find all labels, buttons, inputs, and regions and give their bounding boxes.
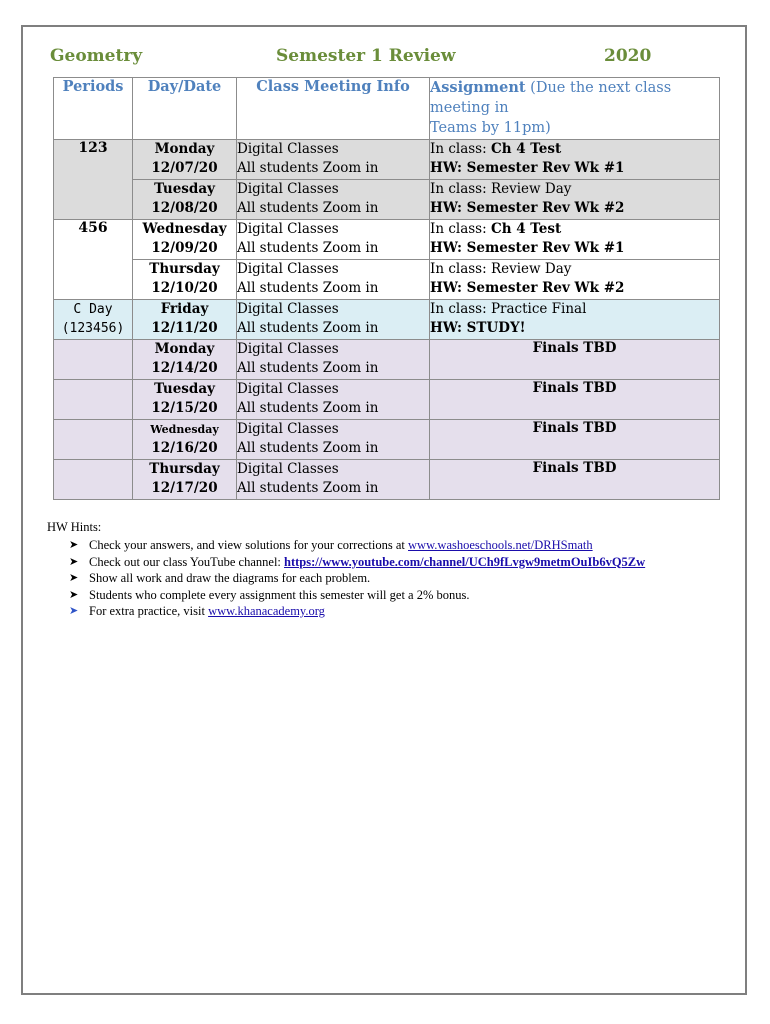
- hint-text: Show all work and draw the diagrams for each problem.: [89, 571, 371, 585]
- hint-text: Students who complete every assignment this semester will get a 2% bonus.: [89, 587, 470, 602]
- assignment-cell: [430, 260, 720, 300]
- date-value: 12/07/20: [151, 160, 218, 176]
- schedule-table: [53, 77, 720, 500]
- date-value: 12/17/20: [151, 480, 218, 496]
- day-date-cell: [133, 180, 237, 220]
- class-info-cell: [237, 460, 430, 500]
- assignment-inclass: In class:: [430, 141, 491, 157]
- assignment-inclass: In class: Practice Final: [430, 301, 587, 317]
- arrow-bullet-icon: ➤: [69, 605, 79, 617]
- table-row: [54, 220, 720, 260]
- assignment-inclass: In class: Review Day: [430, 181, 572, 197]
- finals-cell: Finals TBD: [430, 340, 720, 380]
- day-date-cell: [133, 140, 237, 180]
- assignment-cell: [430, 220, 720, 260]
- document-title: Semester 1 Review: [276, 46, 456, 66]
- assignment-cell: [430, 180, 720, 220]
- daydate-header: Day/Date: [133, 78, 237, 140]
- class-info-cell: [237, 380, 430, 420]
- day-date-cell: [133, 380, 237, 420]
- periods-header: Periods: [54, 78, 133, 140]
- day-name: Wednesday: [142, 221, 227, 237]
- day-date-cell: [133, 300, 237, 340]
- table-row: [54, 140, 720, 180]
- day-name: Wednesday: [150, 423, 219, 436]
- hint-item: [47, 603, 645, 620]
- youtube-channel-link[interactable]: https://www.youtube.com/channel/UCh9fLvgw9metmOuIb6vQ5Zw: [284, 554, 646, 569]
- info-line2: All students Zoom in: [237, 280, 379, 296]
- assignment-header: [430, 78, 720, 140]
- table-row: [54, 180, 720, 220]
- assignment-hw: HW: Semester Rev Wk #2: [430, 200, 625, 216]
- date-value: 12/15/20: [151, 400, 218, 416]
- arrow-bullet-icon: ➤: [69, 588, 79, 601]
- day-date-cell: [133, 420, 237, 460]
- empty-period-cell: [54, 340, 133, 380]
- info-line2: All students Zoom in: [237, 320, 379, 336]
- table-row: [54, 380, 720, 420]
- cday-periods: (123456): [61, 321, 125, 336]
- table-row: [54, 340, 720, 380]
- day-name: Thursday: [149, 261, 220, 277]
- assignment-header-line2: Teams by 11pm): [430, 120, 551, 136]
- table-row: [54, 460, 720, 500]
- class-info-header: Class Meeting Info: [237, 78, 430, 140]
- assignment-header-bold: Assignment: [430, 79, 526, 96]
- assignment-inclass-bold: Ch 4 Test: [490, 221, 562, 237]
- finals-cell: Finals TBD: [430, 460, 720, 500]
- empty-period-cell: [54, 420, 133, 460]
- assignment-cell: [430, 140, 720, 180]
- info-line2: All students Zoom in: [237, 400, 379, 416]
- class-info-cell: [237, 180, 430, 220]
- info-line2: All students Zoom in: [237, 480, 379, 496]
- empty-period-cell: [54, 380, 133, 420]
- finals-cell: Finals TBD: [430, 420, 720, 460]
- day-name: Monday: [154, 141, 215, 157]
- info-line2: All students Zoom in: [237, 360, 379, 376]
- info-line2: All students Zoom in: [237, 440, 379, 456]
- class-info-cell: [237, 300, 430, 340]
- period-group-123: 123: [54, 140, 133, 220]
- assignment-hw: HW: Semester Rev Wk #2: [430, 280, 625, 296]
- day-name: Thursday: [149, 461, 220, 477]
- day-date-cell: [133, 260, 237, 300]
- assignment-cell: [430, 300, 720, 340]
- hints-title: HW Hints:: [47, 520, 102, 534]
- info-line1: Digital Classes: [237, 461, 339, 477]
- date-value: 12/14/20: [151, 360, 218, 376]
- class-info-cell: [237, 340, 430, 380]
- info-line1: Digital Classes: [237, 261, 339, 277]
- day-name: Monday: [154, 341, 215, 357]
- date-value: 12/09/20: [151, 240, 218, 256]
- info-line2: All students Zoom in: [237, 240, 379, 256]
- class-info-cell: [237, 140, 430, 180]
- assignment-hw: HW: Semester Rev Wk #1: [430, 240, 625, 256]
- hint-item: [47, 554, 645, 571]
- empty-period-cell: [54, 460, 133, 500]
- assignment-inclass: In class: Review Day: [430, 261, 572, 277]
- day-name: Friday: [160, 301, 209, 317]
- info-line2: All students Zoom in: [237, 200, 379, 216]
- table-row: [54, 420, 720, 460]
- day-date-cell: [133, 220, 237, 260]
- info-line1: Digital Classes: [237, 381, 339, 397]
- table-row: [54, 260, 720, 300]
- date-value: 12/10/20: [151, 280, 218, 296]
- course-title: Geometry: [50, 46, 143, 66]
- year-label: 2020: [604, 46, 652, 66]
- info-line1: Digital Classes: [237, 301, 339, 317]
- khan-academy-link[interactable]: www.khanacademy.org: [208, 604, 325, 618]
- arrow-bullet-icon: ➤: [69, 539, 79, 551]
- day-name: Tuesday: [154, 181, 215, 197]
- class-info-cell: [237, 260, 430, 300]
- class-info-cell: [237, 420, 430, 460]
- table-header-row: [54, 78, 720, 140]
- hint-text: For extra practice, visit: [89, 604, 209, 618]
- assignment-hw: HW: Semester Rev Wk #1: [430, 160, 625, 176]
- day-date-cell: [133, 460, 237, 500]
- period-group-456: 456: [54, 220, 133, 300]
- date-value: 12/16/20: [151, 440, 218, 456]
- info-line1: Digital Classes: [237, 421, 339, 437]
- hint-text: Check out our class YouTube channel:: [89, 554, 285, 569]
- class-info-cell: [237, 220, 430, 260]
- assignment-hw: HW: STUDY!: [430, 320, 526, 336]
- info-line2: All students Zoom in: [237, 160, 379, 176]
- info-line1: Digital Classes: [237, 141, 339, 157]
- drhs-math-link[interactable]: www.washoeschools.net/DRHSmath: [408, 538, 593, 552]
- hint-text: Check your answers, and view solutions for your corrections at: [89, 538, 409, 552]
- cday-label: C Day: [73, 302, 113, 317]
- arrow-bullet-icon: ➤: [69, 572, 79, 584]
- table-row: [54, 300, 720, 340]
- hint-item: [47, 570, 645, 587]
- hw-hints: [47, 520, 645, 620]
- hint-item: [47, 587, 645, 604]
- hint-item: [47, 537, 645, 554]
- assignment-inclass-bold: Ch 4 Test: [490, 141, 562, 157]
- arrow-bullet-icon: ➤: [69, 555, 79, 568]
- assignment-header-line1: (Due the next class meeting in: [430, 80, 672, 116]
- assignment-inclass: In class:: [430, 221, 491, 237]
- date-value: 12/11/20: [151, 320, 218, 336]
- finals-cell: Finals TBD: [430, 380, 720, 420]
- day-date-cell: [133, 340, 237, 380]
- info-line1: Digital Classes: [237, 221, 339, 237]
- date-value: 12/08/20: [151, 200, 218, 216]
- period-group-cday: [54, 300, 133, 340]
- day-name: Tuesday: [154, 381, 215, 397]
- info-line1: Digital Classes: [237, 341, 339, 357]
- info-line1: Digital Classes: [237, 181, 339, 197]
